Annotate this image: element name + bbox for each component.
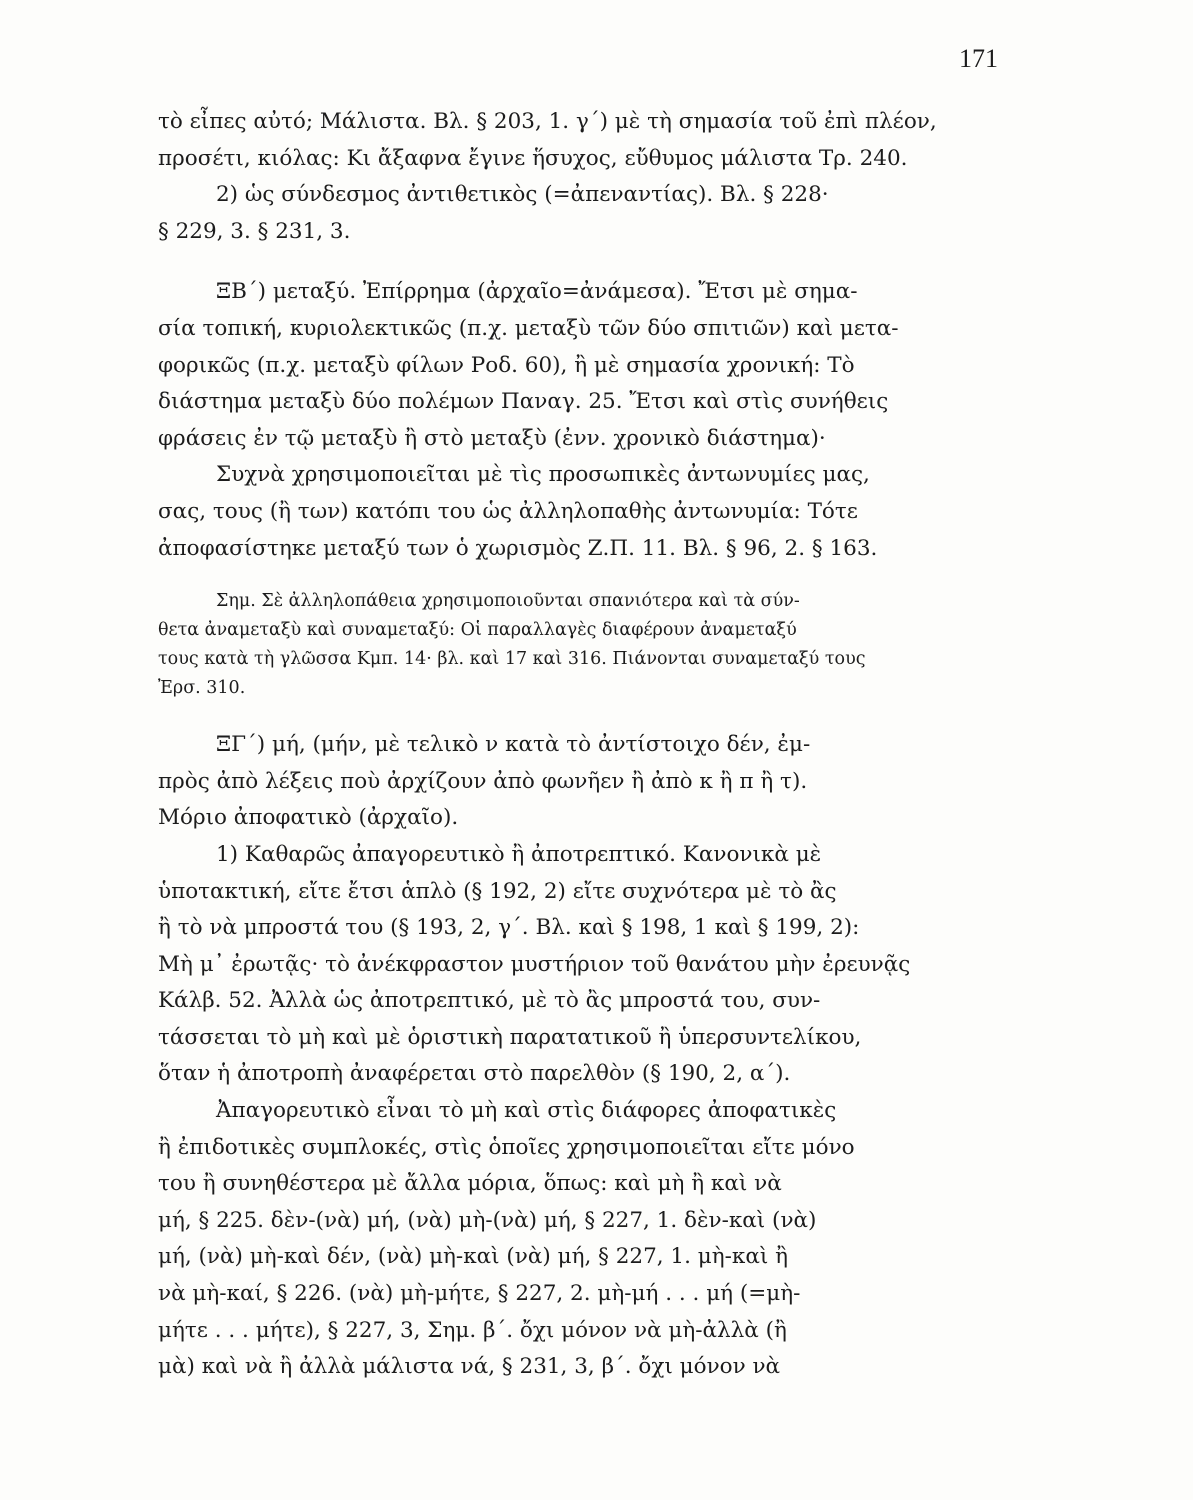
text-line: ἢ τὸ νὰ μπροστά του (§ 193, 2, γ΄. Βλ. καὶ § 198, 1 καὶ § 199, 2): [158, 915, 860, 941]
text-line: ὑποτακτική, εἴτε ἔτσι ἁπλὸ (§ 192, 2) εἴτε συχνότερα μὲ τὸ ἂς [158, 878, 837, 904]
text-line: διάστημα μεταξὺ δύο πολέμων Παναγ. 25. Ἔτσι καὶ στὶς συνήθεις [158, 389, 889, 415]
text-line: μήτε . . . μήτε), § 227, 3, Σημ. β΄. ὄχι μόνον νὰ μὴ-ἀλλὰ (ἢ [158, 1317, 787, 1343]
text-line: μή, § 225. δὲν-(νὰ) μή, (νὰ) μὴ-(νὰ) μή, § 227, 1. δὲν-καὶ (νὰ) [158, 1207, 817, 1233]
text-line: νὰ μὴ-καί, § 226. (νὰ) μὴ-μήτε, § 227, 2. μὴ-μή . . . μή (=μὴ- [158, 1281, 801, 1307]
text-line: φορικῶς (π.χ. μεταξὺ φίλων Ροδ. 60), ἢ μὲ σημασία χρονική: Τὸ [158, 352, 855, 378]
text-line: ἀποφασίστηκε μεταξύ των ὁ χωρισμὸς Ζ.Π. 11. Βλ. § 96, 2. § 163. [158, 535, 878, 561]
text-line: Μὴ μ᾽ ἐρωτᾷς· τὸ ἀνέκφραστον μυστήριον τοῦ θανάτου μὴν ἐρευνᾷς [158, 951, 911, 977]
text-line: προσέτι, κιόλας: Κι ἄξαφνα ἔγινε ἥσυχος, εὔθυμος μάλιστα Τρ. 240. [158, 145, 908, 171]
note-paragraph [158, 587, 1008, 703]
text-line: φράσεις ἐν τῷ μεταξὺ ἢ στὸ μεταξὺ (ἐνν. χρονικὸ διάστημα)· [158, 425, 826, 451]
page-number: 171 [959, 44, 998, 73]
paragraph-prohibitive [158, 837, 1008, 1093]
text-line: ἢ ἐπιδοτικὲς συμπλοκές, στὶς ὁποῖες χρησιμοποιεῖται εἴτε μόνο [158, 1134, 855, 1160]
text-line: ΞΓ΄) μή, (μήν, μὲ τελικὸ ν κατὰ τὸ ἀντίστοιχο δέν, ἐμ- [216, 732, 811, 758]
section-xg-mi [158, 727, 1008, 837]
text-line: Σημ. Σὲ ἀλληλοπάθεια χρησιμοποιοῦνται σπανιότερα καὶ τὰ σύν- [216, 591, 800, 612]
paragraph-pronouns [158, 457, 1008, 567]
text-line: θετα ἀναμεταξὺ καὶ συναμεταξύ: Οἱ παραλλαγὲς διαφέρουν ἀναμεταξύ [158, 620, 797, 641]
text-line: Ἐρσ. 310. [158, 678, 246, 699]
text-line: σας, τους (ἢ των) κατόπι του ὡς ἀλληλοπαθὴς ἀντωνυμία: Τότε [158, 498, 858, 524]
text-line: ὅταν ἡ ἀποτροπὴ ἀναφέρεται στὸ παρελθὸν (§ 190, 2, α΄). [158, 1061, 791, 1087]
text-line: τάσσεται τὸ μὴ καὶ μὲ ὁριστικὴ παρατατικοῦ ἢ ὑπερσυντελίκου, [158, 1024, 862, 1050]
page-text [158, 104, 1008, 1386]
text-line: μή, (νὰ) μὴ-καὶ δέν, (νὰ) μὴ-καὶ (νὰ) μή, § 227, 1. μὴ-καὶ ἢ [158, 1244, 788, 1270]
paragraph-combinations [158, 1093, 1008, 1386]
text-line: 2) ὡς σύνδεσμος ἀντιθετικὸς (=ἀπεναντίας). Βλ. § 228· [216, 182, 829, 208]
text-line: Μόριο ἀποφατικὸ (ἀρχαῖο). [158, 805, 459, 831]
text-line: 1) Καθαρῶς ἀπαγορευτικὸ ἢ ἀποτρεπτικό. Κανονικὰ μὲ [216, 841, 822, 867]
text-line: μὰ) καὶ νὰ ἢ ἀλλὰ μάλιστα νά, § 231, 3, β΄. ὄχι μόνον νὰ [158, 1354, 781, 1380]
text-line: Ἀπαγορευτικὸ εἶναι τὸ μὴ καὶ στὶς διάφορες ἀποφατικὲς [216, 1098, 837, 1124]
text-line: πρὸς ἀπὸ λέξεις ποὺ ἀρχίζουν ἀπὸ φωνῆεν ἢ ἀπὸ κ ἢ π ἢ τ). [158, 768, 808, 794]
text-line: τους κατὰ τὴ γλῶσσα Κμπ. 14· βλ. καὶ 17 καὶ 316. Πιάνονται συναμεταξύ τους [158, 649, 866, 670]
text-line: Συχνὰ χρησιμοποιεῖται μὲ τὶς προσωπικὲς ἀντωνυμίες μας, [216, 462, 870, 488]
text-line: τὸ εἶπες αὐτό; Μάλιστα. Βλ. § 203, 1. γ΄) μὲ τὴ σημασία τοῦ ἐπὶ πλέον, [158, 109, 937, 134]
paragraph-syndesmos [158, 177, 1008, 250]
text-line: του ἢ συνηθέστερα μὲ ἄλλα μόρια, ὅπως: καὶ μὴ ἢ καὶ νὰ [158, 1171, 782, 1197]
text-line: § 229, 3. § 231, 3. [158, 218, 351, 244]
text-line: σία τοπική, κυριολεκτικῶς (π.χ. μεταξὺ τῶν δύο σπιτιῶν) καὶ μετα- [158, 315, 899, 341]
text-line: ΞΒ΄) μεταξύ. Ἐπίρρημα (ἀρχαῖο=ἀνάμεσα). Ἔτσι μὲ σημα- [216, 279, 858, 305]
paragraph-continuation [158, 104, 1008, 177]
section-xb-metaxy [158, 274, 1008, 457]
text-line: Κάλβ. 52. Ἀλλὰ ὡς ἀποτρεπτικό, μὲ τὸ ἂς μπροστά του, συν- [158, 988, 821, 1014]
